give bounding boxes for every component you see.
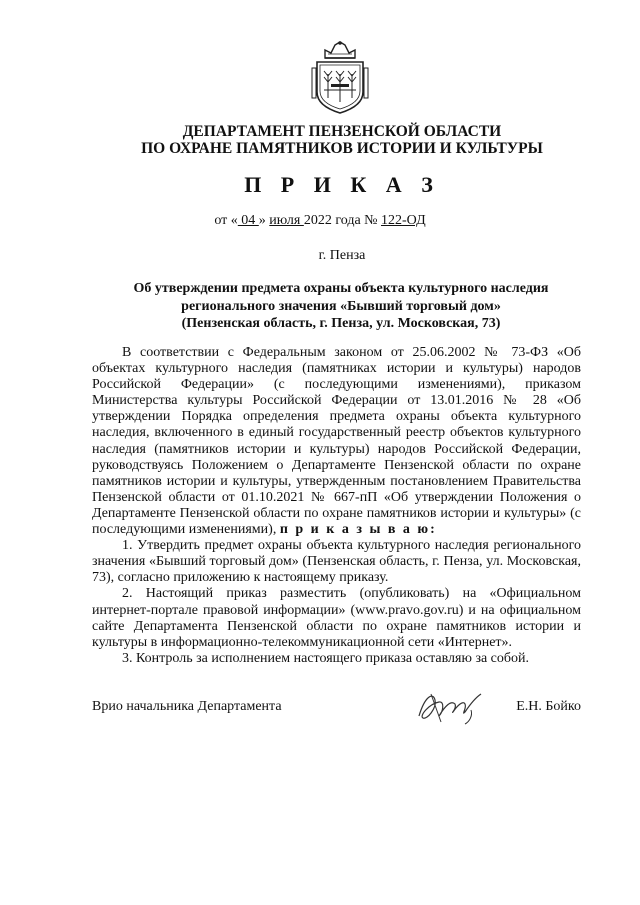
department-name-line2: ПО ОХРАНЕ ПАМЯТНИКОВ ИСТОРИИ И КУЛЬТУРЫ: [141, 140, 543, 157]
subject-line2: регионального значения «Бывший торговый дом»: [181, 298, 501, 314]
order-date-line: [0, 213, 640, 229]
department-name-line1: ДЕПАРТАМЕНТ ПЕНЗЕНСКОЙ ОБЛАСТИ: [182, 123, 502, 140]
signatory-position: Врио начальника Департамента: [92, 699, 282, 714]
order-directive: п р и к а з ы в а ю:: [279, 522, 437, 538]
order-item-1: 1. Утвердить предмет охраны объекта культурного наследия регионального значения «Бывший торговый дом» (Пензенская область, г. Пенза, ул. Московская, 73), согласно приложению к настоящему приказу.: [92, 538, 581, 586]
date-day: 04: [237, 213, 259, 228]
order-number: 122-ОД: [381, 213, 426, 228]
order-body: [92, 345, 581, 667]
preamble-text: В соответствии с Федеральным законом от 25.06.2002 № 73-ФЗ «Об объектах культурного наследия (памятниках истории и культуры) народов Российской Федерации» (с последующими изменениями), приказом Министерства культуры Российской Федерации от 13.01.2016 № 28 «Об утверждении Порядка определения предмета охраны объекта культурного наследия, включенного в единый государственный реестр объектов культурного наследия (памятников истории и культуры) народов Российской Федерации, руководствуясь Положением о Департаменте Пензенской области по охране памятников истории и культуры, утвержденным постановлением Правительства Пензенской области от 01.10.2021 № 667-пП «Об утверждении Положения о Департаменте Пензенской области по охране памятников истории и культуры» (с последующими изменениями),: [92, 345, 581, 538]
subject-line1: Об утверждении предмета охраны объекта культурного наследия: [133, 281, 549, 296]
preamble-paragraph: [92, 345, 581, 538]
coat-of-arms-icon: [311, 40, 369, 116]
handwritten-signature-icon: [415, 686, 487, 726]
signatory-name: Е.Н. Бойко: [516, 699, 581, 714]
document-title: П Р И К А З: [244, 172, 440, 197]
date-month: июля: [269, 213, 304, 228]
subject-line3: (Пензенская область, г. Пенза, ул. Московская, 73): [181, 316, 501, 331]
date-prefix: от «: [214, 213, 238, 228]
date-year: 2022 года №: [303, 213, 382, 228]
city-name: г. Пенза: [318, 248, 366, 263]
order-item-2: 2. Настоящий приказ разместить (опубликовать) на «Официальном интернет-портале правовой информации» (www.pravo.gov.ru) и на официальном сайте Департамента Пензенской области по охране памятников истории и культуры в информационно-телекоммуникационной сети «Интернет».: [92, 586, 581, 650]
order-item-3: 3. Контроль за исполнением настоящего приказа оставляю за собой.: [122, 650, 530, 666]
date-sep: »: [258, 213, 270, 228]
order-subject: [120, 280, 562, 333]
